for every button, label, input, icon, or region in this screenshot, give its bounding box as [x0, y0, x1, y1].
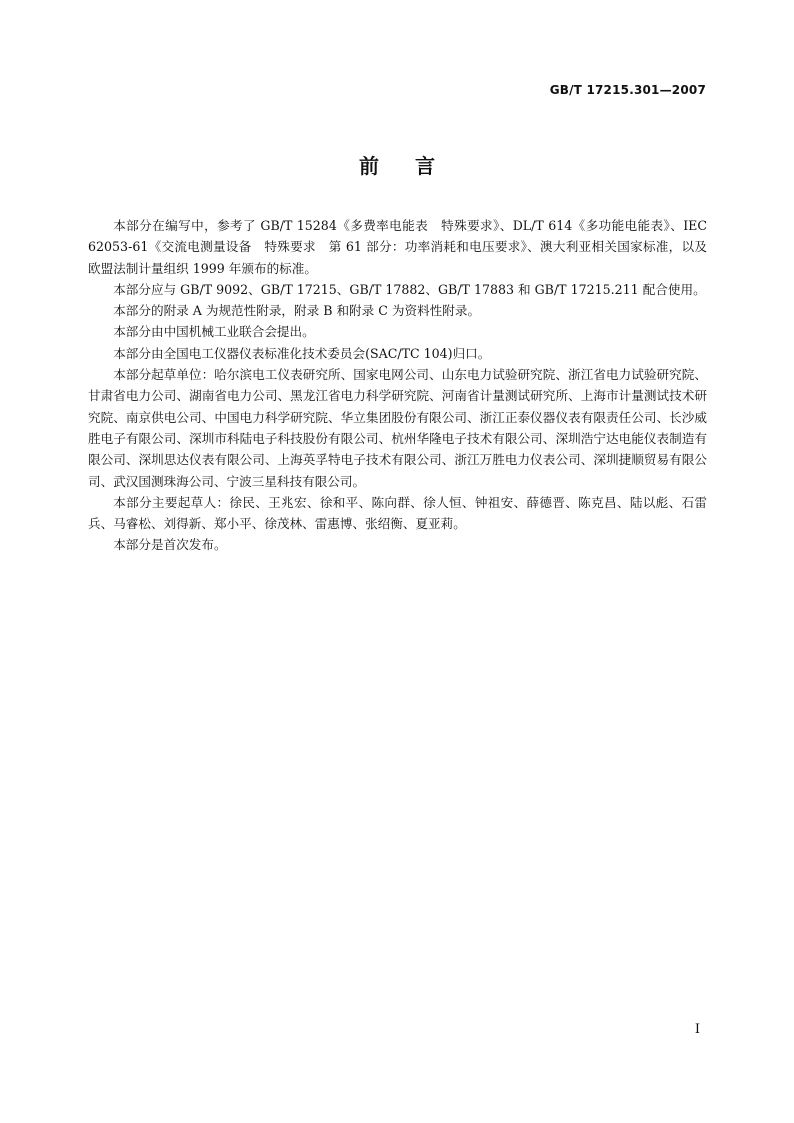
paragraph-drafting-units: 本部分起草单位：哈尔滨电工仪表研究所、国家电网公司、山东电力试验研究院、浙江省电力试验研究院、甘肃省电力公司、湖南省电力公司、黑龙江省电力科学研究院、河南省计量测试研究所、上海市计量测试技术研究院、南京供电公司、中国电力科学研究院、华立集团股份有限公司、浙江正泰仪器仪表有限责任公司、长沙威胜电子有限公司、深圳市科陆电子科技股份有限公司、杭州华隆电子技术有限公司、深圳浩宁达电能仪表制造有限公司、深圳思达仪表有限公司、上海英孚特电子技术有限公司、浙江万胜电力仪表公司、深圳捷顺贸易有限公司、武汉国测珠海公司、宁波三星科技有限公司。	[88, 367, 707, 489]
paragraph-related-standards: 本部分应与 GB/T 9092、GB/T 17215、GB/T 17882、GB/T 17883 和 GB/T 17215.211 配合使用。	[113, 281, 706, 297]
paragraph-references: 本部分在编写中，参考了 GB/T 15284《多费率电能表 特殊要求》、DL/T 614《多功能电能表》、IEC 62053-61《交流电测量设备 特殊要求 第 61 部分：功率消耗和电压要求》、澳大利亚相关国家标准，以及欧盟法制计量组织 1999 年颁布的标准。	[88, 218, 707, 276]
paragraph-first-release: 本部分是首次发布。	[113, 537, 227, 553]
paragraph-drafters: 本部分主要起草人：徐民、王兆宏、徐和平、陈向群、徐人恒、钟祖安、薛德晋、陈克昌、陆以彪、石雷兵、马睿松、刘得新、郑小平、徐茂林、雷惠博、张绍衡、夏亚莉。	[88, 494, 707, 532]
page-number: I	[694, 1022, 700, 1037]
foreword-body	[88, 215, 707, 556]
standard-code: GB/T 17215.301—2007	[549, 83, 706, 97]
page-title: 前言	[359, 154, 471, 178]
paragraph-annexes: 本部分的附录 A 为规范性附录，附录 B 和附录 C 为资料性附录。	[113, 303, 481, 319]
paragraph-proposed-by: 本部分由中国机械工业联合会提出。	[113, 324, 315, 340]
paragraph-centralized-by: 本部分由全国电工仪器仪表标准化技术委员会(SAC/TC 104)归口。	[113, 345, 491, 361]
